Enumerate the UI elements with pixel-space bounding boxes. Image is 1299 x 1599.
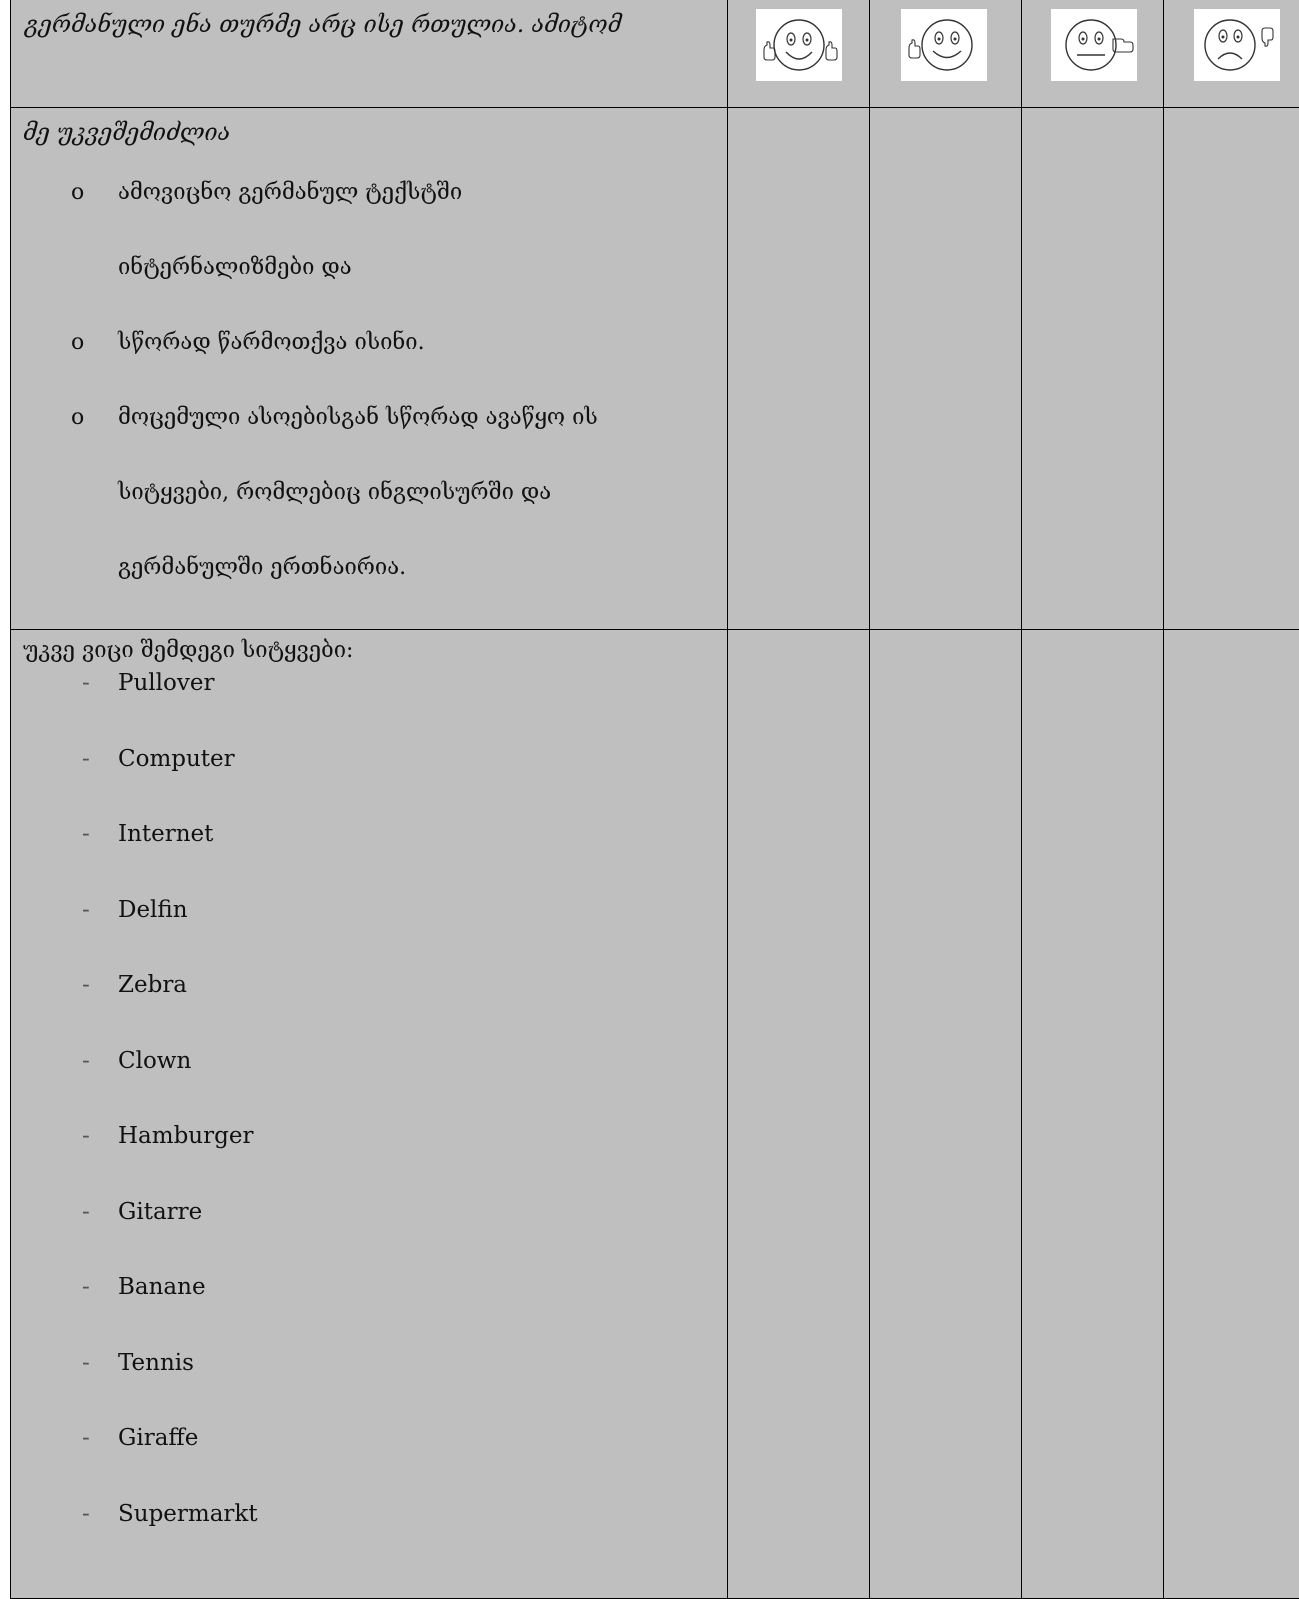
bullet-marker: o [71, 330, 84, 355]
face-cell-sad [1164, 0, 1299, 108]
header-statement-cell [11, 0, 728, 108]
rating-cell-neutral[interactable] [1022, 630, 1164, 1599]
rating-cell-sad[interactable] [1164, 630, 1299, 1599]
word-text: Pullover [118, 670, 214, 696]
word-text: Supermarkt [118, 1501, 258, 1527]
skill-text: სიტყვები, რომლებიც ინგლისურში და [118, 480, 551, 505]
rating-cell-neutral[interactable] [1022, 108, 1164, 630]
bullet-marker: o [71, 180, 84, 205]
word-item [11, 1425, 727, 1501]
word-item [11, 897, 727, 973]
dash-marker: - [82, 1425, 90, 1451]
word-text: Hamburger [118, 1123, 253, 1149]
word-item [11, 1048, 727, 1124]
word-item [11, 1199, 727, 1275]
dash-marker: - [82, 670, 90, 696]
skill-line [11, 320, 727, 395]
sad-face-thumb-down-icon [1194, 9, 1280, 81]
word-text: Tennis [118, 1350, 194, 1376]
rating-cell-very-happy[interactable] [728, 108, 870, 630]
face-cell-neutral [1022, 0, 1164, 108]
dash-marker: - [82, 1501, 90, 1527]
word-item [11, 1350, 727, 1426]
skill-line [11, 470, 727, 545]
word-text: Gitarre [118, 1199, 202, 1225]
word-item [11, 821, 727, 897]
skill-line [11, 170, 727, 245]
word-item [11, 746, 727, 822]
words-title: უკვე ვიცი შემდეგი სიტყვები: [11, 630, 727, 670]
dash-marker: - [82, 821, 90, 847]
word-item [11, 1123, 727, 1199]
rating-cell-happy[interactable] [870, 108, 1022, 630]
dash-marker: - [82, 1048, 90, 1074]
skill-line [11, 545, 727, 620]
word-text: Delfin [118, 897, 188, 923]
words-cell [11, 630, 728, 1599]
dash-marker: - [82, 746, 90, 772]
skill-text: ინტერნალიზმები და [118, 255, 352, 280]
word-item [11, 670, 727, 746]
word-text: Giraffe [118, 1425, 198, 1451]
dash-marker: - [82, 897, 90, 923]
word-text: Zebra [118, 972, 187, 998]
skills-cell [11, 108, 728, 630]
dash-marker: - [82, 972, 90, 998]
skills-title: მე უკვეშემიძლია [11, 108, 727, 170]
header-statement: გერმანული ენა თურმე არც ისე რთულია. ამიტომ [11, 0, 727, 38]
dash-marker: - [82, 1274, 90, 1300]
skills-row [11, 108, 1299, 630]
very-happy-face-two-thumbs-up-icon [756, 9, 842, 81]
words-row [11, 630, 1299, 1599]
word-item [11, 1274, 727, 1350]
dash-marker: - [82, 1199, 90, 1225]
header-row [11, 0, 1299, 108]
skill-text: სწორად წარმოთქვა ისინი. [118, 330, 425, 355]
rating-cell-sad[interactable] [1164, 108, 1299, 630]
word-text: Computer [118, 746, 235, 772]
self-assessment-table [10, 0, 1299, 1599]
word-text: Banane [118, 1274, 206, 1300]
word-item [11, 972, 727, 1048]
rating-cell-very-happy[interactable] [728, 630, 870, 1599]
face-cell-very-happy [728, 0, 870, 108]
skill-text: მოცემული ასოებისგან სწორად ავაწყო ის [118, 405, 598, 430]
dash-marker: - [82, 1123, 90, 1149]
skill-text: გერმანულში ერთნაირია. [118, 555, 406, 580]
skill-line [11, 245, 727, 320]
rating-cell-happy[interactable] [870, 630, 1022, 1599]
skill-text: ამოვიცნო გერმანულ ტექსტში [118, 180, 462, 205]
word-text: Clown [118, 1048, 191, 1074]
happy-face-thumb-up-icon [901, 9, 987, 81]
bullet-marker: o [71, 405, 84, 430]
neutral-face-thumb-sideways-icon [1051, 9, 1137, 81]
skill-line [11, 395, 727, 470]
dash-marker: - [82, 1350, 90, 1376]
word-text: Internet [118, 821, 213, 847]
word-item [11, 1501, 727, 1577]
face-cell-happy [870, 0, 1022, 108]
